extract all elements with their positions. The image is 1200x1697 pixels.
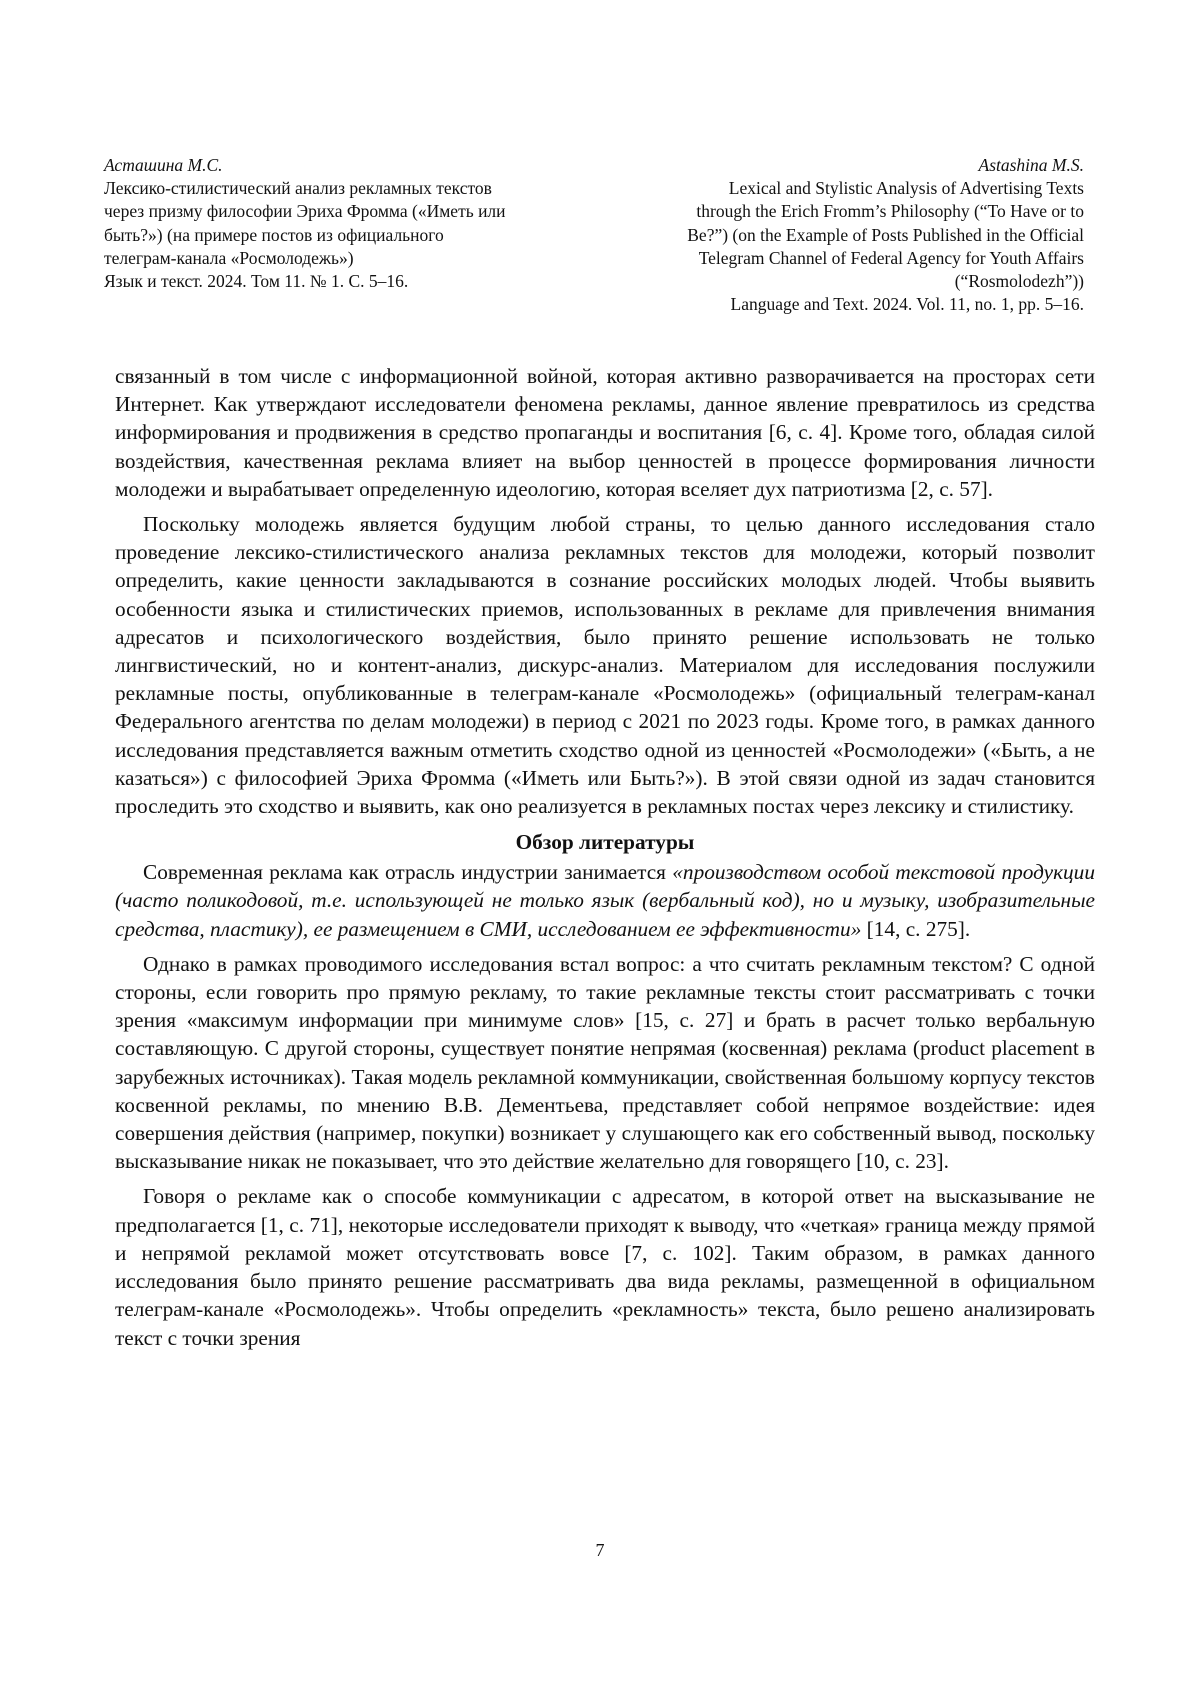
header-line-en: Lexical and Stylistic Analysis of Advertising Texts [728,178,1084,199]
header-line-ru: телеграм-канала «Росмолодежь») [104,247,354,268]
header-line-en: Telegram Channel of Federal Agency for Youth Affairs [698,247,1084,268]
paragraph-3-quote: «производством особой текстовой продукции (часто поликодовой, т.е. использующей не только язык (вербальный код), но и музыку, изобразительные средства, пластику), ее размещением в СМИ, исследованием ее эффективности» [115,860,1095,941]
paragraph-3-start: Современная реклама как отрасль индустрии занимается [143,860,673,885]
header-author-en: Astashina M.S. [978,155,1084,175]
paragraph-2: Поскольку молодежь является будущим любой страны, то целью данного исследования стало проведение лексико-стилистического анализа рекламных текстов для молодежи, который позволит определить, какие ценности закладываются в сознание российских молодых людей. Чтобы выявить особенности языка и стилистических приемов, использованных в рекламе для привлечения внимания адресатов и психологического воздействия, было принято решение использовать не только лингвистический, но и контент-анализ, дискурс-анализ. Материалом для исследования послужили рекламные посты, опубликованные в телеграм-канале «Росмолодежь» (официальный телеграм-канал Федерального агентства по делам молодежи) в период с 2021 по 2023 годы. Кроме того, в рамках данного исследования представляется важным отметить сходство одной из ценностей «Росмолодежи» («Быть, а не казаться») с философией Эриха Фромма («Иметь или Быть?»). В этой связи одной из задач становится проследить это сходство и выявить, как оно реализуется в рекламных постах через лексику и стилистику. [115,512,1095,819]
header-line-ru: Лексико-стилистический анализ рекламных текстов [104,178,492,199]
header-line-en: through the Erich Fromm’s Philosophy (“To Have or to [696,201,1084,222]
paragraph-1: связанный в том числе с информационной войной, которая активно разворачивается на просторах сети Интернет. Как утверждают исследователи феномена рекламы, данное явление превратилось из средства информирования и продвижения в средство пропаганды и воспитания [6, с. 4]. Кроме того, обладая силой воздействия, качественная реклама влияет на выбор ценностей в процессе формирования личности молодежи и вырабатывает определенную идеологию, которая вселяет дух патриотизма [2, с. 57]. [115,364,1095,501]
header-russian [104,154,594,293]
header-citation-en: Language and Text. 2024. Vol. 11, no. 1, pp. 5–16. [730,294,1084,315]
paragraph-3-citation: [14, с. 275]. [861,916,971,941]
article-body [115,362,1095,1359]
header-line-en: Be?”) (on the Example of Posts Published in the Official [687,224,1084,245]
section-heading: Обзор литературы [515,830,695,855]
header-author-ru: Асташина М.С. [104,155,223,175]
page-number: 7 [595,1540,605,1560]
paragraph-4: Однако в рамках проводимого исследования встал вопрос: а что считать рекламным текстом? С одной стороны, если говорить про прямую рекламу, то такие рекламные тексты стоит рассматривать с точки зрения «максимум информации при минимуме слов» [15, с. 27] и брать в расчет только вербальную составляющую. С другой стороны, существует понятие непрямая (косвенная) реклама (product placement в зарубежных источниках). Такая модель рекламной коммуникации, свойственная большому корпусу текстов косвенной рекламы, по мнению В.В. Дементьева, представляет собой непрямое воздействие: идея совершения действия (например, покупки) возникает у слушающего как его собственный вывод, поскольку высказывание никак не показывает, что это действие желательно для говорящего [10, с. 23]. [115,951,1095,1174]
header-line-ru: через призму философии Эриха Фромма («Иметь или [104,201,506,222]
header-english [604,154,1084,316]
paragraph-3 [115,858,1095,943]
header-citation-ru: Язык и текст. 2024. Том 11. № 1. С. 5–16. [104,271,409,292]
header-line-en: (“Rosmolodezh”)) [954,271,1084,292]
header-line-ru: быть?») (на примере постов из официального [104,224,444,245]
paragraph-5: Говоря о рекламе как о способе коммуникации с адресатом, в которой ответ на высказывание не предполагается [1, с. 71], некоторые исследователи приходят к выводу, что «четкая» граница между прямой и непрямой рекламой может отсутствовать вовсе [7, с. 102]. Таким образом, в рамках данного исследования было принято решение рассматривать два вида рекламы, размещенной в официальном телеграм-канале «Росмолодежь». Чтобы определить «рекламность» текста, было решено анализировать текст с точки зрения [115,1184,1095,1350]
